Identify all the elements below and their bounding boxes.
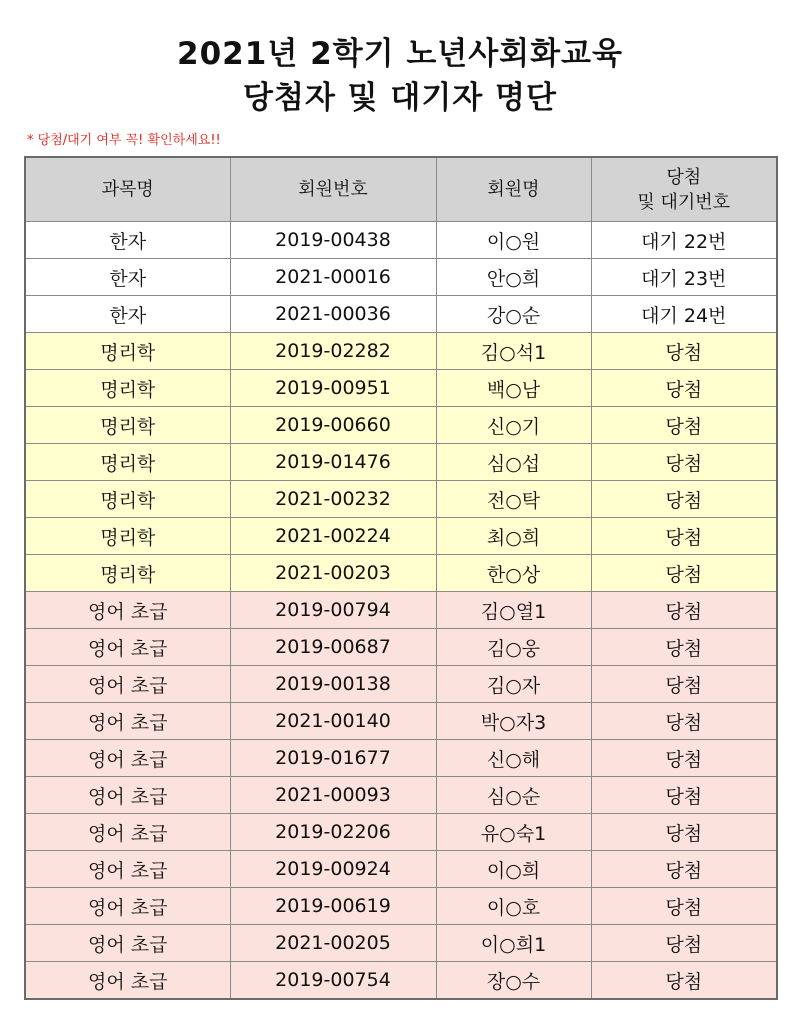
table-row [25, 666, 777, 703]
cell-member-name: 이○희 [436, 851, 591, 888]
cell-member-name: 심○섭 [436, 444, 591, 481]
cell-course: 명리학 [25, 444, 230, 481]
cell-course: 명리학 [25, 370, 230, 407]
cell-course: 영어 초급 [25, 629, 230, 666]
cell-member-no: 2019-02282 [230, 333, 436, 370]
table-row [25, 962, 777, 1000]
cell-result: 대기 24번 [591, 296, 777, 333]
notice-text: * 당첨/대기 여부 꼭! 확인하세요!! [27, 133, 221, 148]
cell-result: 당첨 [591, 888, 777, 925]
cell-member-name: 신○해 [436, 740, 591, 777]
cell-result: 당첨 [591, 740, 777, 777]
cell-member-name: 박○자3 [436, 703, 591, 740]
cell-member-no: 2019-01476 [230, 444, 436, 481]
cell-course: 영어 초급 [25, 888, 230, 925]
cell-member-no: 2019-00924 [230, 851, 436, 888]
cell-result: 당첨 [591, 481, 777, 518]
cell-member-no: 2021-00093 [230, 777, 436, 814]
cell-member-no: 2019-00754 [230, 962, 436, 1000]
table-row [25, 888, 777, 925]
table-row [25, 407, 777, 444]
cell-course: 영어 초급 [25, 740, 230, 777]
cell-member-no: 2021-00205 [230, 925, 436, 962]
document-title [0, 32, 800, 120]
cell-result: 당첨 [591, 703, 777, 740]
cell-result: 당첨 [591, 407, 777, 444]
cell-member-no: 2019-01677 [230, 740, 436, 777]
cell-member-no: 2019-02206 [230, 814, 436, 851]
cell-member-name: 전○탁 [436, 481, 591, 518]
results-table [24, 156, 778, 1000]
table-body [25, 222, 777, 1000]
cell-result: 당첨 [591, 555, 777, 592]
cell-course: 영어 초급 [25, 666, 230, 703]
table-row [25, 444, 777, 481]
cell-member-no: 2021-00232 [230, 481, 436, 518]
cell-member-no: 2019-00438 [230, 222, 436, 259]
cell-member-name: 유○숙1 [436, 814, 591, 851]
cell-result: 당첨 [591, 370, 777, 407]
cell-member-name: 안○희 [436, 259, 591, 296]
cell-course: 영어 초급 [25, 592, 230, 629]
cell-member-name: 김○석1 [436, 333, 591, 370]
table-row [25, 555, 777, 592]
table-row [25, 777, 777, 814]
cell-course: 한자 [25, 259, 230, 296]
table-row [25, 629, 777, 666]
cell-result: 당첨 [591, 333, 777, 370]
cell-member-name: 장○수 [436, 962, 591, 1000]
table-row [25, 481, 777, 518]
cell-course: 한자 [25, 296, 230, 333]
cell-member-no: 2021-00224 [230, 518, 436, 555]
header-result-line-1: 당첨 [666, 166, 702, 188]
table-row [25, 296, 777, 333]
cell-course: 영어 초급 [25, 703, 230, 740]
cell-result: 당첨 [591, 777, 777, 814]
cell-course: 명리학 [25, 333, 230, 370]
table-row [25, 259, 777, 296]
header-course: 과목명 [25, 157, 230, 222]
cell-member-no: 2019-00619 [230, 888, 436, 925]
cell-course: 명리학 [25, 407, 230, 444]
cell-member-no: 2019-00794 [230, 592, 436, 629]
cell-member-name: 심○순 [436, 777, 591, 814]
cell-member-no: 2019-00687 [230, 629, 436, 666]
cell-member-no: 2021-00016 [230, 259, 436, 296]
cell-member-name: 신○기 [436, 407, 591, 444]
cell-member-name: 강○순 [436, 296, 591, 333]
cell-member-name: 이○원 [436, 222, 591, 259]
cell-member-name: 김○열1 [436, 592, 591, 629]
cell-course: 명리학 [25, 518, 230, 555]
title-line-2: 당첨자 및 대기자 명단 [243, 80, 557, 116]
cell-course: 한자 [25, 222, 230, 259]
cell-member-name: 최○희 [436, 518, 591, 555]
header-member-name: 회원명 [436, 157, 591, 222]
cell-member-name: 백○남 [436, 370, 591, 407]
title-line-1: 2021년 2학기 노년사회화교육 [177, 36, 623, 72]
cell-course: 영어 초급 [25, 962, 230, 1000]
cell-member-no: 2021-00140 [230, 703, 436, 740]
cell-result: 대기 22번 [591, 222, 777, 259]
cell-member-no: 2019-00138 [230, 666, 436, 703]
cell-course: 명리학 [25, 481, 230, 518]
table-row [25, 518, 777, 555]
header-result [591, 157, 777, 222]
cell-course: 영어 초급 [25, 925, 230, 962]
cell-result: 당첨 [591, 925, 777, 962]
cell-course: 영어 초급 [25, 851, 230, 888]
cell-member-name: 한○상 [436, 555, 591, 592]
cell-result: 당첨 [591, 629, 777, 666]
cell-result: 당첨 [591, 851, 777, 888]
cell-result: 당첨 [591, 444, 777, 481]
table-header-row [25, 157, 777, 222]
cell-member-name: 이○호 [436, 888, 591, 925]
header-member-no: 회원번호 [230, 157, 436, 222]
cell-member-no: 2019-00951 [230, 370, 436, 407]
cell-result: 당첨 [591, 666, 777, 703]
cell-course: 영어 초급 [25, 777, 230, 814]
cell-result: 당첨 [591, 592, 777, 629]
table-row [25, 370, 777, 407]
table-row [25, 703, 777, 740]
cell-result: 당첨 [591, 814, 777, 851]
cell-member-name: 김○웅 [436, 629, 591, 666]
cell-member-no: 2021-00203 [230, 555, 436, 592]
cell-result: 당첨 [591, 962, 777, 1000]
header-result-line-2: 및 대기번호 [637, 191, 731, 213]
cell-member-no: 2021-00036 [230, 296, 436, 333]
cell-member-no: 2019-00660 [230, 407, 436, 444]
cell-course: 영어 초급 [25, 814, 230, 851]
table-row [25, 592, 777, 629]
cell-member-name: 이○희1 [436, 925, 591, 962]
table-row [25, 925, 777, 962]
cell-member-name: 김○자 [436, 666, 591, 703]
cell-result: 대기 23번 [591, 259, 777, 296]
table-row [25, 740, 777, 777]
cell-result: 당첨 [591, 518, 777, 555]
table-row [25, 222, 777, 259]
table-row [25, 851, 777, 888]
table-row [25, 814, 777, 851]
table-row [25, 333, 777, 370]
cell-course: 명리학 [25, 555, 230, 592]
